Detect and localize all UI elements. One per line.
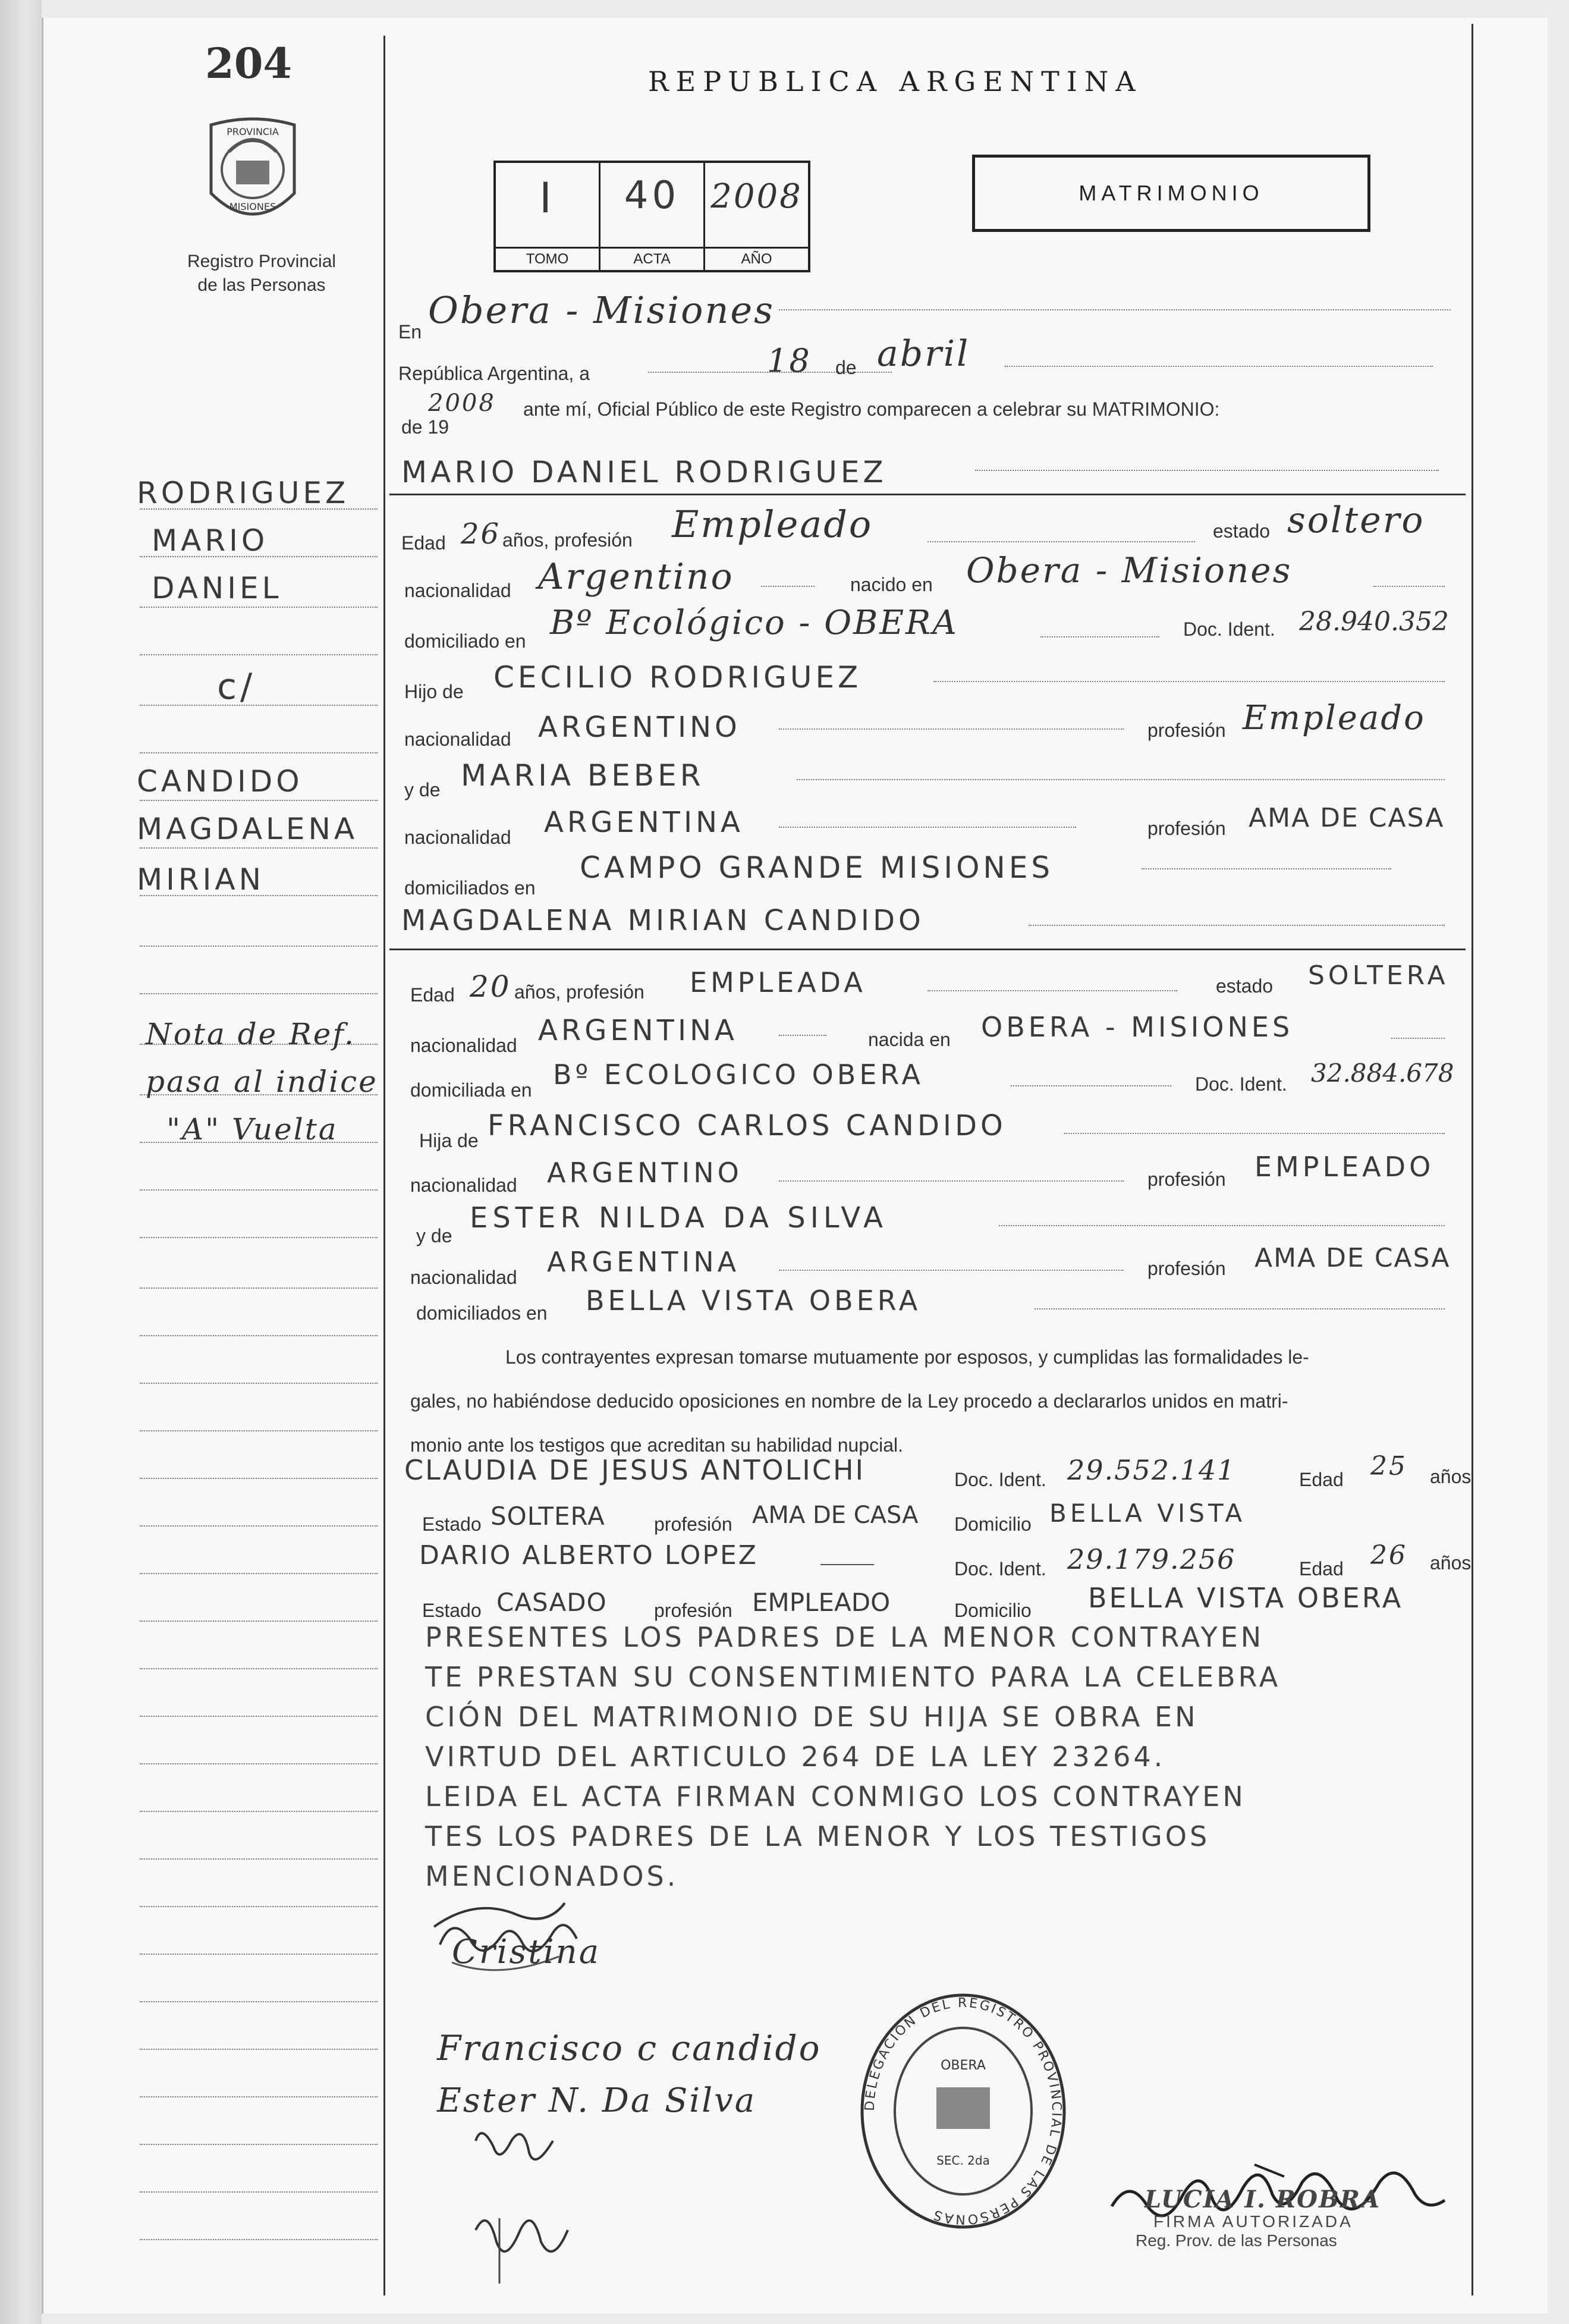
bride-mother-profession: AMA DE CASA <box>1254 1243 1451 1273</box>
margin-divider <box>383 36 385 2295</box>
signature-witnesses-icon <box>464 2117 583 2290</box>
svg-text:SEC. 2da: SEC. 2da <box>936 2153 990 2168</box>
official-stamp-icon <box>856 1986 1070 2236</box>
margin-groom-surname: RODRIGUEZ <box>137 476 350 510</box>
bride-mother-nationality: ARGENTINA <box>547 1246 740 1278</box>
marriage-year: 2008 <box>428 390 496 417</box>
folio-number: 204 <box>205 39 293 88</box>
svg-text:MISIONES: MISIONES <box>229 201 276 212</box>
header-title: REPUBLICA ARGENTINA <box>648 65 1143 98</box>
margin-bride-name1: MAGDALENA <box>137 812 359 846</box>
witness1-name: CLAUDIA DE JESUS ANTOLICHI <box>404 1454 866 1486</box>
svg-text:PROVINCIA: PROVINCIA <box>227 126 279 137</box>
bride-father: FRANCISCO CARLOS CANDIDO <box>488 1109 1007 1142</box>
right-border <box>1471 24 1473 2295</box>
bride-father-nationality: ARGENTINO <box>547 1157 743 1189</box>
svg-text:DELEGACIÓN DEL REGISTRO PROVIN: DELEGACIÓN DEL REGISTRO PROVINCIAL DE LAS PERSONAS <box>862 1995 1064 2227</box>
officer-title: FIRMA AUTORIZADA <box>1153 2212 1353 2231</box>
signature-bride-father: Francisco c candido <box>437 2028 822 2068</box>
margin-groom-name2: DANIEL <box>152 571 282 605</box>
marriage-month: abril <box>877 333 970 375</box>
groom-mother: MARIA BEBER <box>461 758 705 793</box>
bride-mother: ESTER NILDA DA SILVA <box>470 1201 888 1235</box>
acta-cell: 40 ACTA <box>600 163 705 270</box>
svg-text:OBERA: OBERA <box>941 2058 986 2073</box>
margin-note-2: pasa al indice <box>146 1064 378 1099</box>
witness1-status: SOLTERA <box>490 1502 605 1531</box>
witness2-age: 26 <box>1370 1540 1407 1571</box>
groom-full-name: MARIO DANIEL RODRIGUEZ <box>401 455 887 489</box>
groom-mother-nationality: ARGENTINA <box>544 806 744 839</box>
groom-father-profession: Empleado <box>1243 699 1426 737</box>
groom-father: CECILIO RODRIGUEZ <box>493 660 862 695</box>
bride-age: 20 <box>470 969 511 1004</box>
groom-age: 26 <box>461 517 501 551</box>
bride-nationality: ARGENTINA <box>538 1014 738 1047</box>
witness1-domicile: BELLA VISTA <box>1049 1499 1246 1528</box>
witness2-domicile: BELLA VISTA OBERA <box>1088 1582 1404 1614</box>
margin-bride-name2: MIRIAN <box>137 862 265 897</box>
groom-profession: Empleado <box>672 503 873 546</box>
bride-father-profession: EMPLEADO <box>1254 1151 1435 1183</box>
groom-birthplace: Obera - Misiones <box>966 550 1293 591</box>
margin-note-1: Nota de Ref. <box>146 1017 356 1051</box>
bride-civil-status: SOLTERA <box>1308 960 1449 991</box>
groom-civil-status: soltero <box>1287 500 1425 541</box>
record-type-box: MATRIMONIO <box>972 155 1370 232</box>
groom-parents-domicile: CAMPO GRANDE MISIONES <box>580 850 1054 885</box>
groom-father-nationality: ARGENTINO <box>538 711 741 744</box>
tomo-acta-box <box>493 161 810 272</box>
witness2-doc: 29.179.256 <box>1067 1543 1236 1575</box>
margin-groom-name1: MARIO <box>152 523 269 558</box>
margin-connector: c/ <box>217 666 256 708</box>
bride-profession: EMPLEADA <box>690 966 866 998</box>
officer-org: Reg. Prov. de las Personas <box>1136 2231 1337 2250</box>
place-of-marriage: Obera - Misiones <box>428 288 775 332</box>
signature-bride: Cristina <box>452 1933 601 1971</box>
province-seal-icon <box>199 116 306 235</box>
margin-bride-surname: CANDIDO <box>137 764 303 799</box>
binding <box>0 0 42 2324</box>
officer-name: LUCIA I. ROBRA <box>1144 2185 1381 2213</box>
bride-doc-number: 32.884.678 <box>1311 1059 1454 1088</box>
bride-parents-domicile: BELLA VISTA OBERA <box>586 1285 922 1317</box>
witness2-status: CASADO <box>496 1588 607 1617</box>
witness1-doc: 29.552.141 <box>1067 1454 1236 1486</box>
groom-nationality: Argentino <box>538 556 734 598</box>
groom-doc-number: 28.940.352 <box>1299 607 1449 637</box>
witness1-profession: AMA DE CASA <box>752 1502 919 1529</box>
marriage-day: 18 <box>767 342 812 379</box>
observations: PRESENTES LOS PADRES DE LA MENOR CONTRAYEN TE PRESTAN SU CONSENTIMIENTO PARA LA CELEBRA CIÓN DEL MATRIMONIO DE SU HIJA SE OBRA EN VIRTUD DEL ARTICULO 264 DE LA LEY 23264. LEIDA EL ACTA FIRMAN CONMIGO LOS CONTRAYEN TES LOS PADRES DE LA MENOR Y LOS TESTIGOS MENCIONADOS. <box>425 1621 1281 1892</box>
intro-text: ante mí, Oficial Público de este Registro comparecen a celebrar su MATRIMONIO: <box>523 398 1220 420</box>
groom-domicile: Bº Ecológico - OBERA <box>550 604 958 642</box>
witness1-age: 25 <box>1370 1451 1407 1481</box>
groom-mother-profession: AMA DE CASA <box>1249 803 1445 833</box>
witness2-profession: EMPLEADO <box>752 1588 891 1617</box>
registry-label: Registro Provincial de las Personas <box>187 252 337 295</box>
margin-note-3: "A" Vuelta <box>166 1112 338 1147</box>
declaration-text: Los contrayentes expresan tomarse mutuamente por esposos, y cumplidas las formalidades le- gales, no habiéndose deducido oposiciones en nombre de la Ley procedo a declararlos unidos en matri- monio ante los testigos que acreditan su habilidad nupcial. <box>410 1346 1309 1456</box>
bride-domicile: Bº ECOLOGICO OBERA <box>553 1059 924 1091</box>
bride-full-name: MAGDALENA MIRIAN CANDIDO <box>401 904 925 937</box>
bride-birthplace: OBERA - MISIONES <box>981 1011 1294 1043</box>
anio-cell: 2008 AÑO <box>705 163 808 270</box>
tomo-cell: I TOMO <box>496 163 600 270</box>
witness2-name: DARIO ALBERTO LOPEZ <box>419 1540 758 1571</box>
signature-bride-mother: Ester N. Da Silva <box>437 2081 757 2120</box>
